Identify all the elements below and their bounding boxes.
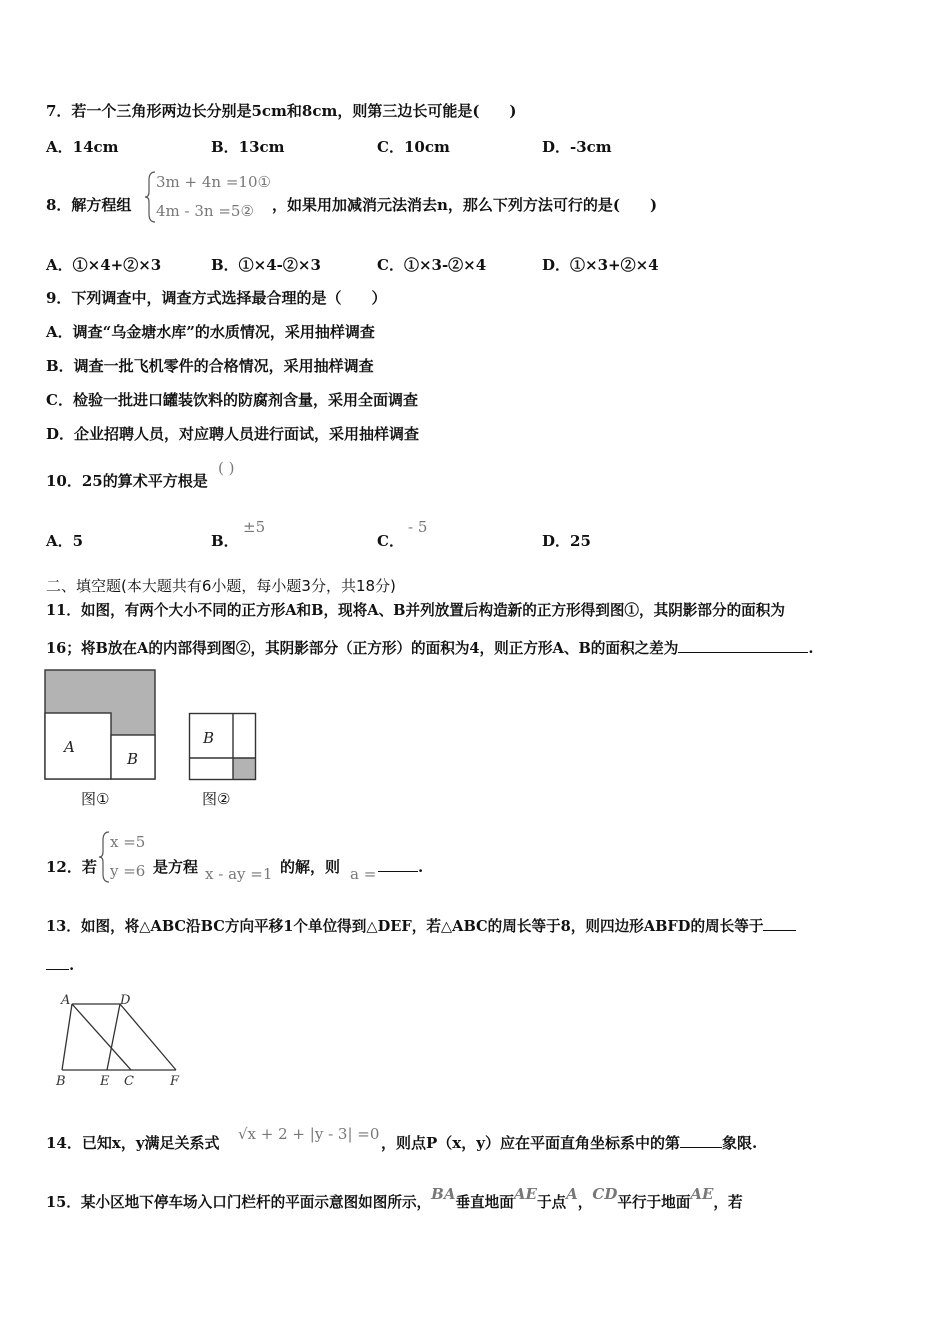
q7-option-a: A．14cm bbox=[46, 138, 119, 156]
segment-de bbox=[107, 1004, 120, 1070]
q10-stem: 10．25的算术平方根是 bbox=[46, 472, 208, 490]
q9-stem: 9．下列调查中，调查方式选择最合理的是（ ） bbox=[46, 289, 387, 307]
segment-ab bbox=[62, 1004, 72, 1070]
fig3-label-d: D bbox=[120, 993, 131, 1008]
q11-figure-2-caption: 图② bbox=[202, 790, 231, 808]
q7-option-d: D．-3cm bbox=[542, 138, 612, 156]
q15-t4: 平行于地面 bbox=[617, 1194, 691, 1211]
q14-math: √x + 2 + |y - 3| =0 bbox=[238, 1125, 380, 1143]
q9-option-c: C．检验一批进口罐装饮料的防腐剂含量，采用全面调查 bbox=[46, 391, 418, 409]
q15-ae-2: AE bbox=[690, 1185, 714, 1203]
q14-answer-blank bbox=[680, 1133, 722, 1148]
q11-line-2 bbox=[46, 638, 813, 659]
segment-ac bbox=[72, 1004, 131, 1070]
q8-option-d: D．①×3+②×4 bbox=[542, 256, 659, 274]
q12-answer bbox=[378, 857, 423, 877]
q8-option-c: C．①×3-②×4 bbox=[377, 256, 487, 274]
q15-ae-1: AE bbox=[513, 1185, 537, 1203]
q11-figure-1-caption: 图① bbox=[81, 790, 110, 808]
q12-var: a = bbox=[350, 865, 377, 883]
q15-prefix: 15．某小区地下停车场入口门栏杆的平面示意图如图所示， bbox=[46, 1194, 432, 1211]
q10-paren: ( ) bbox=[218, 459, 235, 477]
q11-figure-2 bbox=[188, 712, 258, 782]
q13-answer-blank-1 bbox=[763, 916, 796, 931]
segment-df bbox=[120, 1004, 176, 1070]
q10-option-b-math: ±5 bbox=[243, 518, 266, 536]
fig3-label-f: F bbox=[170, 1074, 180, 1088]
section-2-title: 二、填空题(本大题共有6小题，每小题3分，共18分) bbox=[46, 577, 396, 595]
fig2-shaded-square bbox=[233, 758, 255, 780]
fig2-label-b: B bbox=[203, 729, 215, 747]
q15-line bbox=[46, 1185, 743, 1213]
fig3-label-a: A bbox=[61, 993, 71, 1008]
q13-line-1 bbox=[46, 916, 796, 937]
q14-prefix: 14．已知x，y满足关系式 bbox=[46, 1134, 220, 1152]
q11-line-2-end: . bbox=[808, 640, 814, 657]
q9-option-d: D．企业招聘人员，对应聘人员进行面试，采用抽样调查 bbox=[46, 425, 420, 443]
q12-equation: x - ay =1 bbox=[205, 865, 273, 883]
fig1-label-a: A bbox=[64, 738, 75, 756]
q12-answer-blank bbox=[378, 857, 418, 872]
q14-suffix-text: ，则点P（x，y）应在平面直角坐标系中的第 bbox=[381, 1134, 680, 1152]
q10-option-d: D．25 bbox=[542, 532, 591, 550]
q12-after: 的解，则 bbox=[280, 858, 341, 876]
q10-option-a: A．5 bbox=[46, 532, 84, 550]
q10-option-c-math: - 5 bbox=[408, 518, 428, 536]
fig1-label-b: B bbox=[127, 750, 139, 768]
q11-line-1: 11．如图，有两个大小不同的正方形A和B，现将A、B并列放置后构造新的正方形得到图①，其阴影部分的面积为 bbox=[46, 602, 785, 619]
q8-option-b: B．①×4-②×3 bbox=[211, 256, 321, 274]
q11-line-2-text: 16；将B放在A的内部得到图②，其阴影部分（正方形）的面积为4，则正方形A、B的面积之差为 bbox=[46, 640, 679, 657]
q9-option-a: A．调查“乌金塘水库”的水质情况，采用抽样调查 bbox=[46, 323, 375, 341]
q8-suffix: ，如果用加减消元法消去n，那么下列方法可行的是( ) bbox=[272, 196, 658, 214]
q11-answer-blank bbox=[678, 638, 808, 653]
q7-option-b: B．13cm bbox=[211, 138, 285, 156]
q15-t2: 于点 bbox=[536, 1194, 567, 1211]
q15-ba: BA bbox=[431, 1185, 456, 1203]
q14-end: 象限. bbox=[721, 1134, 758, 1152]
q13-answer-blank-2 bbox=[46, 955, 69, 970]
q12-prefix: 12．若 bbox=[46, 858, 97, 876]
q15-cd: CD bbox=[592, 1185, 618, 1203]
q13-line-1-text: 13．如图，将△ABC沿BC方向平移1个单位得到△DEF，若△ABC的周长等于8，则四边形ABFD的周长等于 bbox=[46, 918, 764, 935]
q8-equation-1: 3m + 4n =10① bbox=[156, 173, 271, 191]
q7-stem: 7．若一个三角形两边长分别是5cm和8cm，则第三边长可能是( ) bbox=[46, 102, 517, 120]
q8-option-a: A．①×4+②×3 bbox=[46, 256, 162, 274]
q8-equation-2: 4m - 3n =5② bbox=[156, 202, 254, 220]
q15-a: A bbox=[566, 1185, 578, 1203]
q8-prefix: 8．解方程组 bbox=[46, 196, 132, 214]
q12-system-eq-2: y =6 bbox=[110, 862, 146, 880]
q13-line-2 bbox=[46, 955, 74, 975]
q10-option-c: C． bbox=[377, 532, 404, 550]
fig3-label-b: B bbox=[56, 1074, 66, 1088]
q15-t3: ， bbox=[577, 1194, 593, 1211]
q13-figure bbox=[52, 990, 192, 1088]
fig3-label-c: C bbox=[124, 1074, 134, 1088]
fig3-label-e: E bbox=[100, 1074, 110, 1088]
q12-system-eq-1: x =5 bbox=[110, 833, 146, 851]
q12-mid: 是方程 bbox=[153, 858, 199, 876]
q11-figure-1 bbox=[44, 669, 158, 781]
q13-end: . bbox=[69, 956, 75, 974]
q7-option-c: C．10cm bbox=[377, 138, 450, 156]
q10-option-b: B． bbox=[211, 532, 239, 550]
q14-suffix bbox=[381, 1133, 757, 1153]
fig1-square-a bbox=[45, 713, 111, 779]
q15-t5: ，若 bbox=[713, 1194, 743, 1211]
q15-t1: 垂直地面 bbox=[455, 1194, 514, 1211]
q9-option-b: B．调查一批飞机零件的合格情况，采用抽样调查 bbox=[46, 357, 374, 375]
q12-end: . bbox=[418, 858, 424, 876]
